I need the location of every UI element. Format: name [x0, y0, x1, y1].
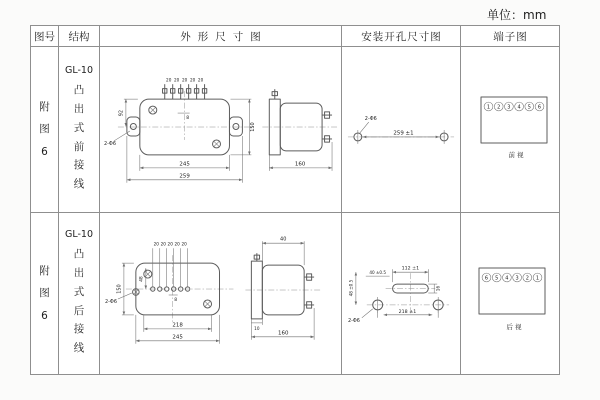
outline-cell: [100, 47, 342, 212]
table-header-row: [31, 26, 559, 47]
dim-218: 218: [172, 322, 183, 329]
structure-label: 凸出式前接线: [73, 83, 85, 191]
terminal-4: 4: [517, 104, 521, 111]
terminal-6: 6: [537, 104, 542, 111]
install-diagram-front: [342, 47, 460, 212]
dim-hole-label: 2-Φ6: [103, 140, 117, 147]
terminal-1: 6: [484, 275, 489, 282]
header-structure: 结构: [59, 26, 100, 46]
hole-label: 2-Φ6: [364, 116, 377, 123]
front-view: [105, 242, 233, 344]
header-fig-no: 图号: [31, 26, 59, 46]
side-view: [245, 237, 321, 340]
dim-pitch-4: 20: [189, 77, 196, 83]
dim-160: 160: [294, 161, 306, 168]
outline-diagram-rear: [100, 213, 341, 374]
dim-259: 259: [179, 173, 190, 180]
header-terminal: 端子图: [493, 30, 528, 43]
terminal-5: 2: [525, 275, 529, 282]
model-label: GL-10: [64, 228, 93, 240]
dim-pitch-5: 20: [181, 241, 187, 247]
dim-10: 10: [254, 325, 260, 331]
dim-hole-label: 2-Φ6: [104, 298, 118, 305]
table-row-rear-wiring: [31, 213, 559, 374]
dim-40: 40: [280, 236, 287, 243]
dim-150: 150: [249, 122, 256, 132]
dim-48: 48: [139, 276, 145, 282]
dim-span-218: 218 ±1: [398, 309, 417, 315]
dim-pitch-1: 20: [166, 77, 172, 83]
dim-245: 245: [172, 334, 183, 341]
side-view: [262, 89, 339, 171]
header-install: 安装开孔尺寸图: [342, 26, 461, 46]
dim-span-259: 259 ±1: [393, 130, 414, 137]
dim-slot-16: 16: [435, 285, 441, 292]
front-view: [104, 78, 256, 183]
fig-number: 附图6: [39, 264, 50, 322]
fig-number-cell: [31, 47, 59, 212]
terminal-1: 1: [486, 104, 491, 111]
terminal-diagram-rear: [461, 213, 559, 374]
structure-cell: [59, 213, 100, 374]
terminal-5: 5: [527, 104, 531, 111]
terminal-2: 5: [495, 275, 499, 282]
model-label: GL-10: [64, 64, 93, 76]
terminal-holes: [151, 248, 190, 291]
outline-diagram-front: [100, 47, 341, 212]
terminal-3: 4: [505, 275, 509, 282]
dim-pitch-2: 20: [160, 241, 166, 247]
dim-92: 92: [118, 109, 125, 117]
terminal-2: 2: [497, 104, 501, 111]
structure-cell: [59, 47, 100, 212]
terminal-3: 3: [507, 104, 511, 111]
terminal-6: 1: [535, 275, 540, 282]
dim-center-8: 8: [174, 297, 178, 303]
fig-number-cell: [31, 213, 59, 374]
dim-offset-48: 48 ±0.5: [348, 279, 354, 297]
unit-label: 单位：mm: [487, 8, 547, 22]
dim-245: 245: [179, 161, 190, 168]
dim-pitch-3: 20: [181, 77, 188, 83]
terminal-4: 3: [515, 275, 519, 282]
dim-slot-112: 112 ±1: [401, 266, 420, 272]
dim-pitch-4: 20: [174, 241, 180, 247]
header-outline: 外形尺寸图: [100, 26, 342, 46]
view-label-rear: 后视: [506, 323, 524, 331]
dim-offset-40: 40 ±0.5: [369, 270, 387, 276]
dim-150: 150: [116, 284, 123, 294]
spec-table: [30, 25, 560, 375]
table-row-front-wiring: [31, 47, 559, 213]
view-label-front: 前视: [508, 151, 526, 159]
terminal-circles: [482, 273, 542, 282]
install-cell: [342, 213, 461, 374]
terminal-cell: [461, 213, 559, 374]
dim-pitch-1: 20: [153, 241, 159, 247]
structure-label: 凸出式后接线: [73, 247, 85, 355]
dim-center-8: 8: [186, 116, 190, 122]
terminal-diagram-front: [461, 47, 559, 212]
hole-label: 2-Φ6: [347, 317, 360, 324]
dim-pitch-3: 20: [167, 241, 173, 247]
dim-pitch-2: 20: [174, 77, 180, 83]
dim-160: 160: [278, 330, 289, 337]
install-cell: [342, 47, 461, 212]
outline-cell: [100, 213, 342, 374]
install-diagram-rear: [342, 213, 460, 374]
fig-number: 附图6: [39, 100, 50, 158]
dim-pitch-5: 20: [197, 77, 204, 83]
terminal-circles: [484, 102, 544, 111]
terminal-cell: [461, 47, 559, 212]
